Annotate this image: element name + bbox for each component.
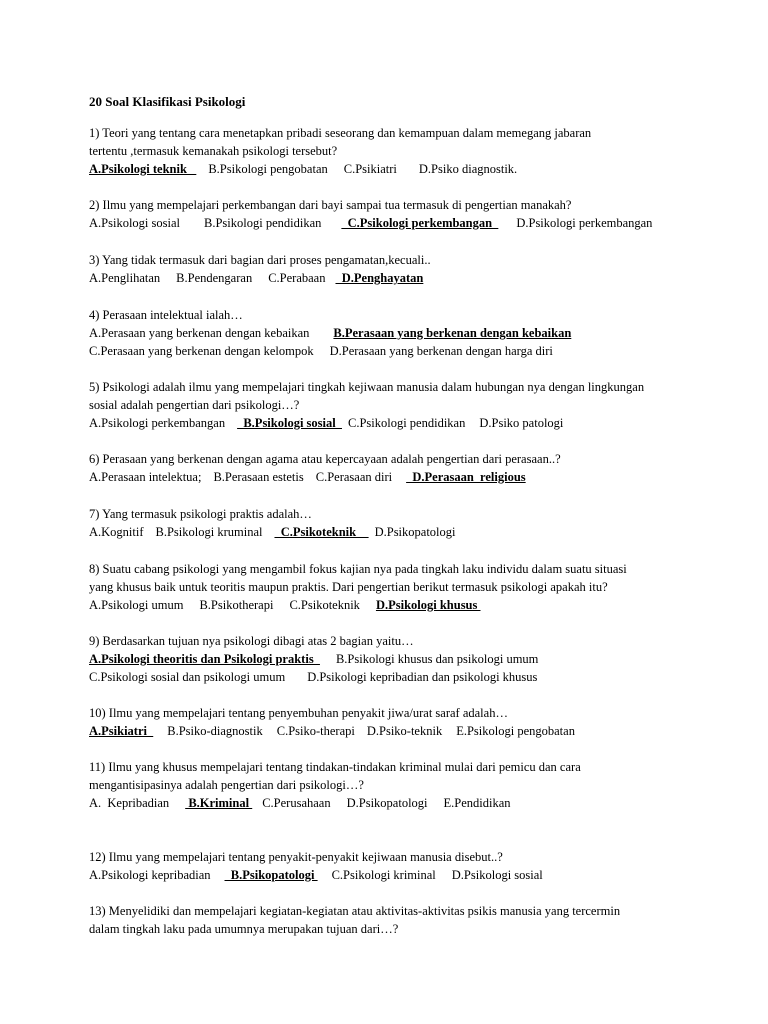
answer-option: C.Perusahaan	[262, 796, 331, 810]
page-title: 20 Soal Klasifikasi Psikologi	[89, 94, 246, 109]
answer-option: A.Psikologi perkembangan	[89, 416, 226, 430]
answer-option: E.Psikologi pengobatan	[456, 724, 575, 738]
answer-options	[89, 214, 689, 232]
answer-option: D.Psiko patologi	[479, 416, 564, 430]
question-text: 8) Suatu cabang psikologi yang mengambil fokus kajian nya pada tingkah laku individu dalam suatu situasi	[89, 562, 627, 576]
answer-option: A.Perasaan intelektua;	[89, 470, 202, 484]
answer-options	[89, 342, 689, 360]
answer-options	[89, 650, 689, 668]
answer-option: A.Psikologi kepribadian	[89, 868, 211, 882]
answer-option: B.Psikologi pengobatan	[208, 162, 328, 176]
correct-answer-option: B.Kriminal	[185, 796, 253, 810]
question-11	[89, 758, 689, 812]
answer-option: A.Penglihatan	[89, 271, 161, 285]
answer-options	[89, 722, 689, 740]
question-4	[89, 306, 689, 360]
answer-option: C.Perasaan diri	[315, 470, 393, 484]
answer-options	[89, 523, 689, 541]
question-13	[89, 902, 689, 938]
answer-option: D.Psikologi perkembangan	[516, 216, 653, 230]
answer-option: A. Kepribadian	[89, 796, 170, 810]
correct-answer-option: A.Psikiatri	[89, 724, 154, 738]
answer-option: B.Psikologi pendidikan	[204, 216, 322, 230]
question-text: 1) Teori yang tentang cara menetapkan pribadi seseorang dan kemampuan dalam memegang jabaran	[89, 126, 592, 140]
answer-option: A.Kognitif	[89, 525, 144, 539]
question-1	[89, 124, 689, 178]
answer-option: C.Psikoteknik	[289, 598, 360, 612]
correct-answer-option: C.Psikologi perkembangan	[341, 216, 499, 230]
correct-answer-option: D.Psikologi khusus	[375, 598, 481, 612]
answer-option: C.Perasaan yang berkenan dengan kelompok	[89, 344, 314, 358]
answer-option: C.Psikologi sosial dan psikologi umum	[89, 670, 286, 684]
answer-option: B.Psikologi kruminal	[155, 525, 263, 539]
answer-option: A.Psikologi umum	[89, 598, 184, 612]
question-text: 12) Ilmu yang mempelajari tentang penyakit-penyakit kejiwaan manusia disebut..?	[89, 850, 503, 864]
correct-answer-option: D.Perasaan religious	[406, 470, 526, 484]
correct-answer-option: D.Penghayatan	[335, 271, 424, 285]
question-text: 10) Ilmu yang mempelajari tentang penyembuhan penyakit jiwa/urat saraf adalah…	[89, 706, 508, 720]
correct-answer-option: B.Perasaan yang berkenan dengan kebaikan	[333, 326, 572, 340]
answer-options	[89, 668, 689, 686]
answer-option: D.Psikologi sosial	[451, 868, 543, 882]
answer-options	[89, 794, 689, 812]
answer-options	[89, 269, 689, 287]
question-text: 2) Ilmu yang mempelajari perkembangan dari bayi sampai tua termasuk di pengertian manakah?	[89, 198, 572, 212]
correct-answer-option: A.Psikologi teknik	[89, 162, 197, 176]
answer-option: C.Psikologi pendidikan	[347, 416, 466, 430]
question-text: mengantisipasinya adalah pengertian dari psikologi…?	[89, 778, 364, 792]
question-text: yang khusus baik untuk teoritis maupun praktis. Dari pengertian berikut termasuk psikologi apakah itu?	[89, 580, 608, 594]
answer-option: B.Psikologi khusus dan psikologi umum	[335, 652, 539, 666]
question-10	[89, 704, 689, 740]
answer-option: C.Psikiatri	[343, 162, 397, 176]
answer-options	[89, 866, 689, 884]
answer-option: E.Pendidikan	[443, 796, 511, 810]
question-3	[89, 251, 689, 287]
question-text: 9) Berdasarkan tujuan nya psikologi dibagi atas 2 bagian yaitu…	[89, 634, 414, 648]
answer-option: C.Perabaan	[268, 271, 326, 285]
correct-answer-option: B.Psikopatologi	[224, 868, 318, 882]
answer-option: D.Psiko-teknik	[366, 724, 443, 738]
answer-option: A.Psikologi sosial	[89, 216, 180, 230]
question-text: 11) Ilmu yang khusus mempelajari tentang tindakan-tindakan kriminal mulai dari pemicu dan cara	[89, 760, 581, 774]
answer-option: D.Perasaan yang berkenan dengan harga diri	[329, 344, 553, 358]
answer-option: B.Psikotherapi	[199, 598, 274, 612]
question-text: 6) Perasaan yang berkenan dengan agama atau kepercayaan adalah pengertian dari perasaan..?	[89, 452, 561, 466]
question-2	[89, 196, 689, 232]
question-text: tertentu ,termasuk kemanakah psikologi tersebut?	[89, 144, 338, 158]
answer-option: D.Psikopatologi	[346, 796, 428, 810]
question-8	[89, 560, 689, 614]
question-text: 5) Psikologi adalah ilmu yang mempelajari tingkah kejiwaan manusia dalam hubungan nya dengan lingkungan	[89, 380, 645, 394]
question-9	[89, 632, 689, 686]
answer-option: D.Psiko diagnostik.	[418, 162, 518, 176]
question-text: sosial adalah pengertian dari psikologi…?	[89, 398, 300, 412]
answer-option: D.Psikologi kepribadian dan psikologi khusus	[307, 670, 538, 684]
question-text: 7) Yang termasuk psikologi praktis adalah…	[89, 507, 312, 521]
question-text: 13) Menyelidiki dan mempelajari kegiatan-kegiatan atau aktivitas-aktivitas psikis manusia yang tercermin	[89, 904, 621, 918]
correct-answer-option: B.Psikologi sosial	[237, 416, 342, 430]
question-text: 4) Perasaan intelektual ialah…	[89, 308, 243, 322]
answer-options	[89, 160, 689, 178]
answer-options	[89, 468, 689, 486]
question-text: 3) Yang tidak termasuk dari bagian dari proses pengamatan,kecuali..	[89, 253, 431, 267]
question-12	[89, 848, 689, 884]
answer-options	[89, 414, 689, 432]
answer-option: C.Psiko-therapi	[276, 724, 355, 738]
answer-option: B.Psiko-diagnostik	[167, 724, 263, 738]
answer-options	[89, 324, 689, 342]
answer-option: C.Psikologi kriminal	[331, 868, 436, 882]
question-5	[89, 378, 689, 432]
correct-answer-option: C.Psikoteknik	[274, 525, 369, 539]
answer-option: D.Psikopatologi	[374, 525, 456, 539]
question-6	[89, 450, 689, 486]
question-text: dalam tingkah laku pada umumnya merupakan tujuan dari…?	[89, 922, 399, 936]
answer-option: B.Pendengaran	[176, 271, 253, 285]
question-7	[89, 505, 689, 541]
answer-options	[89, 596, 689, 614]
answer-option: A.Perasaan yang berkenan dengan kebaikan	[89, 326, 310, 340]
answer-option: B.Perasaan estetis	[213, 470, 304, 484]
correct-answer-option: A.Psikologi theoritis dan Psikologi praktis	[89, 652, 320, 666]
